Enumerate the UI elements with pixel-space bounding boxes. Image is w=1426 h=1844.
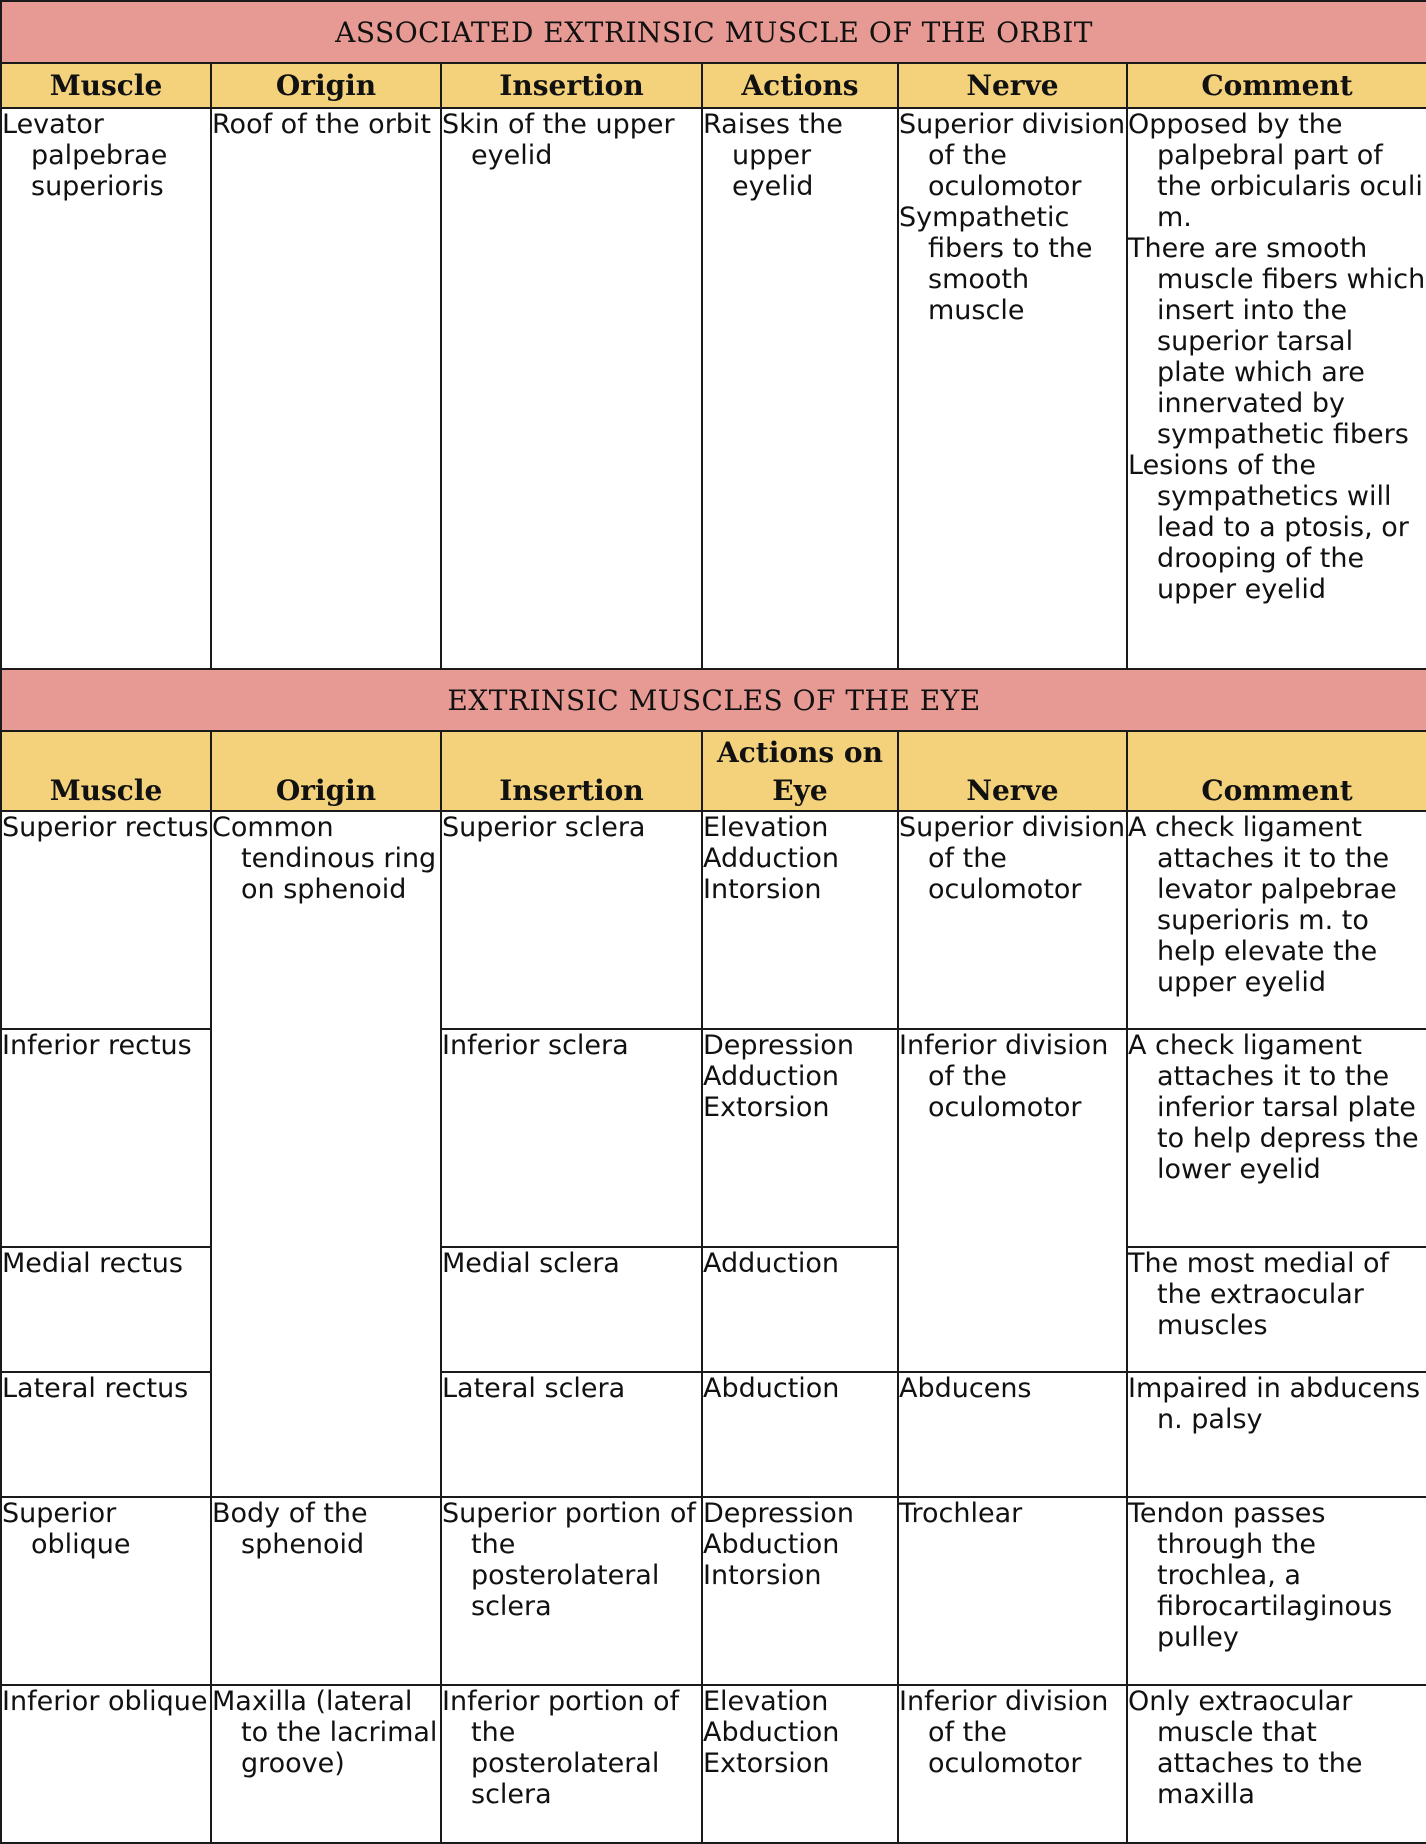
cell-muscle	[1, 1685, 211, 1843]
cell-entry: Intorsion	[703, 874, 822, 905]
cell-entry: Inferior sclera	[442, 1030, 629, 1061]
header-nerve: Nerve	[898, 63, 1127, 108]
cell-entry: Superior division of the oculomotor	[899, 109, 1126, 202]
cell-entry: Elevation	[703, 812, 829, 843]
cell-insertion	[441, 1029, 702, 1247]
cell-entry: Abduction	[703, 1717, 840, 1748]
section1-title: ASSOCIATED EXTRINSIC MUSCLE OF THE ORBIT	[1, 1, 1426, 63]
cell-entry: Only extraocular muscle that attaches to the maxilla	[1128, 1686, 1363, 1810]
cell-actions	[702, 1685, 898, 1843]
header-insertion: Insertion	[441, 63, 702, 108]
cell-nerve	[898, 1372, 1127, 1497]
cell-entry: Tendon passes through the trochlea, a fibrocartilaginous pulley	[1128, 1498, 1393, 1653]
cell-nerve	[898, 1497, 1127, 1685]
cell-muscle	[1, 1029, 211, 1247]
cell-entry: Body of the sphenoid	[212, 1498, 368, 1560]
cell-entry: Maxilla (lateral to the lacrimal groove)	[212, 1686, 438, 1779]
cell-muscle	[1, 108, 211, 669]
cell-entry: Abducens	[899, 1373, 1032, 1404]
cell-entry: Medial rectus	[2, 1248, 183, 1279]
cell-entry: Superior oblique	[2, 1498, 131, 1560]
cell-insertion	[441, 1372, 702, 1497]
cell-actions	[702, 811, 898, 1029]
cell-entry: Opposed by the palpebral part of the orbicularis oculi m.	[1128, 109, 1423, 233]
header-insertion: Insertion	[441, 731, 702, 811]
header-comment: Comment	[1127, 63, 1426, 108]
header-muscle: Muscle	[1, 731, 211, 811]
cell-entry: Extorsion	[703, 1092, 830, 1123]
cell-entry: Roof of the orbit	[212, 109, 432, 140]
cell-entry: Levator palpebrae superioris	[2, 109, 168, 202]
cell-nerve	[898, 1685, 1127, 1843]
cell-entry: There are smooth muscle fibers which insert into the superior tarsal plate which are innervated by sympathetic fibers	[1128, 233, 1426, 450]
table-row	[1, 1685, 1426, 1843]
cell-entry: Superior portion of the posterolateral sclera	[442, 1498, 696, 1622]
cell-nerve	[898, 108, 1127, 669]
cell-comment	[1127, 1029, 1426, 1247]
eye-muscles-table	[0, 668, 1426, 1844]
cell-entry: Medial sclera	[442, 1248, 620, 1279]
cell-entry: Lateral sclera	[442, 1373, 626, 1404]
table-row	[1, 108, 1426, 669]
cell-entry: Common tendinous ring on sphenoid	[212, 812, 437, 905]
cell-entry: Raises the upper eyelid	[703, 109, 843, 202]
cell-entry: Adduction	[703, 1248, 839, 1279]
cell-entry: Adduction	[703, 843, 839, 874]
header-origin: Origin	[211, 63, 441, 108]
cell-entry: Extorsion	[703, 1748, 830, 1779]
section2-title: EXTRINSIC MUSCLES OF THE EYE	[1, 669, 1426, 731]
cell-insertion	[441, 1685, 702, 1843]
cell-entry: Superior division of the oculomotor	[899, 812, 1126, 905]
cell-actions	[702, 108, 898, 669]
cell-insertion	[441, 108, 702, 669]
cell-actions	[702, 1497, 898, 1685]
cell-entry: Depression	[703, 1030, 854, 1061]
cell-entry: The most medial of the extraocular muscles	[1128, 1248, 1390, 1341]
cell-entry: Skin of the upper eyelid	[442, 109, 675, 171]
cell-origin-shared	[211, 811, 441, 1497]
cell-entry: Elevation	[703, 1686, 829, 1717]
header-actions: Actions	[702, 63, 898, 108]
header-actions-on-eye: Actions on Eye	[702, 731, 898, 811]
cell-entry: Adduction	[703, 1061, 839, 1092]
cell-entry: Inferior division of the oculomotor	[899, 1030, 1109, 1123]
cell-comment	[1127, 1247, 1426, 1372]
cell-actions	[702, 1372, 898, 1497]
cell-insertion	[441, 811, 702, 1029]
cell-entry: Inferior portion of the posterolateral sclera	[442, 1686, 680, 1810]
cell-entry: Inferior oblique	[2, 1686, 208, 1717]
cell-comment	[1127, 1372, 1426, 1497]
cell-entry: Superior sclera	[442, 812, 646, 843]
cell-entry: Sympathetic fibers to the smooth muscle	[899, 202, 1093, 326]
table-row	[1, 811, 1426, 1029]
cell-entry: Abduction	[703, 1373, 840, 1404]
cell-entry: Inferior rectus	[2, 1030, 192, 1061]
cell-nerve	[898, 811, 1127, 1029]
header-nerve: Nerve	[898, 731, 1127, 811]
cell-insertion	[441, 1247, 702, 1372]
cell-entry: A check ligament attaches it to the inferior tarsal plate to help depress the lower eyelid	[1128, 1030, 1419, 1185]
cell-origin	[211, 1497, 441, 1685]
cell-entry: Inferior division of the oculomotor	[899, 1686, 1109, 1779]
cell-actions	[702, 1247, 898, 1372]
cell-entry: Depression	[703, 1498, 854, 1529]
cell-entry: A check ligament attaches it to the levator palpebrae superioris m. to help elevate the upper eyelid	[1128, 812, 1397, 998]
cell-entry: Abduction	[703, 1529, 840, 1560]
cell-muscle	[1, 1497, 211, 1685]
cell-entry: Impaired in abducens n. palsy	[1128, 1373, 1421, 1435]
cell-origin	[211, 108, 441, 669]
cell-actions	[702, 1029, 898, 1247]
cell-insertion	[441, 1497, 702, 1685]
header-origin: Origin	[211, 731, 441, 811]
orbit-muscle-table	[0, 0, 1426, 670]
header-muscle: Muscle	[1, 63, 211, 108]
cell-muscle	[1, 1372, 211, 1497]
cell-comment	[1127, 1497, 1426, 1685]
header-comment: Comment	[1127, 731, 1426, 811]
cell-entry: Trochlear	[899, 1498, 1023, 1529]
cell-nerve-shared	[898, 1029, 1127, 1372]
cell-entry: Intorsion	[703, 1560, 822, 1591]
cell-entry: Lesions of the sympathetics will lead to a ptosis, or drooping of the upper eyelid	[1128, 450, 1409, 605]
cell-entry: Superior rectus	[2, 812, 209, 843]
cell-comment	[1127, 811, 1426, 1029]
cell-origin	[211, 1685, 441, 1843]
table-row	[1, 1497, 1426, 1685]
cell-comment	[1127, 108, 1426, 669]
cell-muscle	[1, 811, 211, 1029]
cell-entry: Lateral rectus	[2, 1373, 189, 1404]
cell-comment	[1127, 1685, 1426, 1843]
cell-muscle	[1, 1247, 211, 1372]
